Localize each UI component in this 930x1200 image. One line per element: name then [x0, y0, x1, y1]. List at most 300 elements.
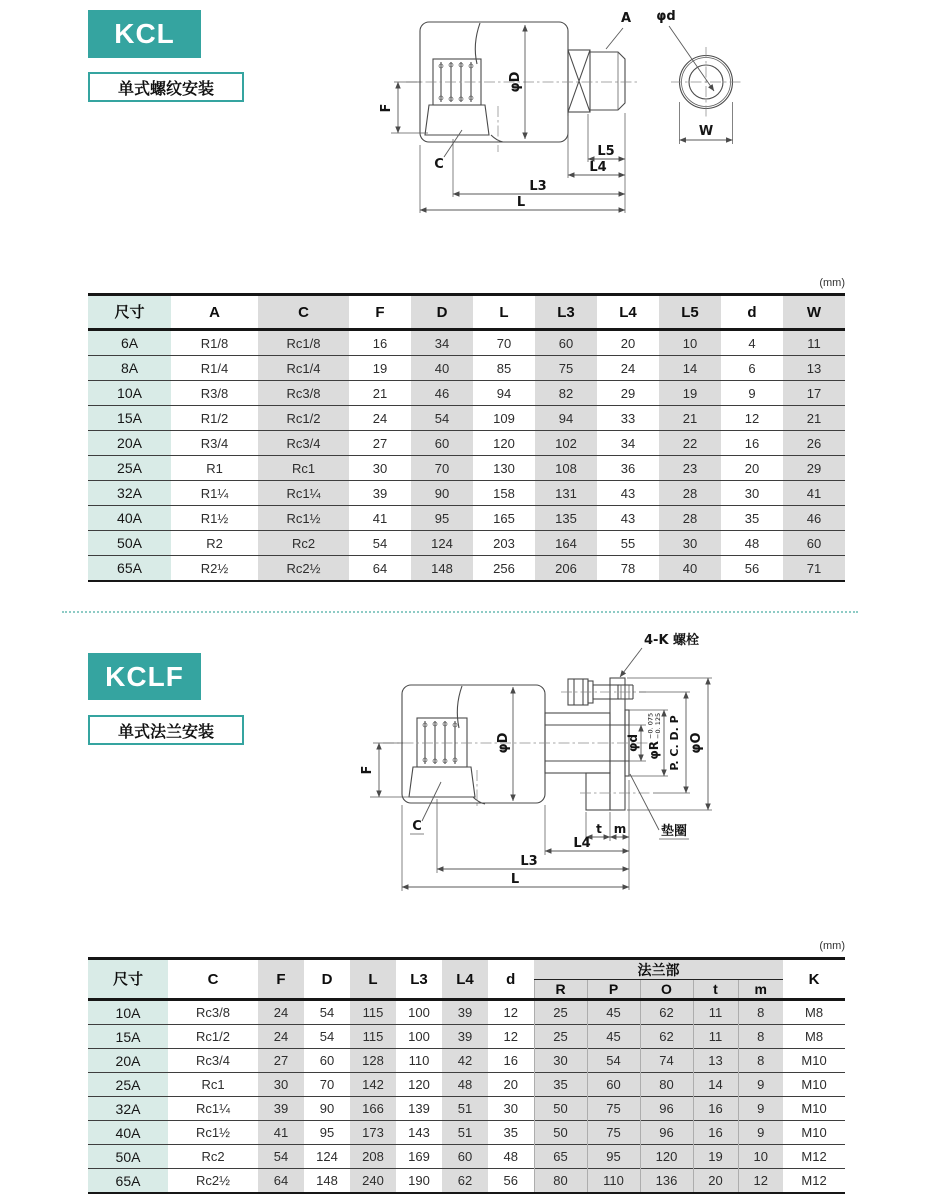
table-cell: M12	[783, 1169, 845, 1194]
column-header: 尺寸	[88, 295, 171, 330]
table-cell: 60	[783, 531, 845, 556]
table-cell: R1	[171, 456, 258, 481]
svg-text:φR: φR	[647, 741, 661, 760]
table-cell: Rc1½	[168, 1121, 258, 1145]
table-cell: Rc1¼	[168, 1097, 258, 1121]
table-cell: 203	[473, 531, 535, 556]
table-cell: Rc1¼	[258, 481, 349, 506]
table-cell: 9	[738, 1073, 783, 1097]
table-cell: 35	[721, 506, 783, 531]
table-row	[88, 1073, 845, 1097]
table-cell: R1/4	[171, 356, 258, 381]
table-cell: M10	[783, 1097, 845, 1121]
table-cell: M10	[783, 1073, 845, 1097]
table-cell: 51	[442, 1121, 488, 1145]
table-cell: R1/2	[171, 406, 258, 431]
kclf-unit-label: (mm)	[819, 940, 845, 952]
table-cell: R1½	[171, 506, 258, 531]
table-row	[88, 356, 845, 381]
table-cell: 240	[350, 1169, 396, 1194]
dim-label-C: C	[434, 157, 444, 172]
table-cell: Rc1½	[258, 506, 349, 531]
column-header: L4	[597, 295, 659, 330]
dim-label-phi-d: φd	[656, 9, 676, 24]
table-cell: Rc1/8	[258, 330, 349, 356]
dim-label-L5: L5	[597, 144, 615, 159]
table-cell: 34	[597, 431, 659, 456]
table-cell: 10A	[88, 381, 171, 406]
table-cell: 50A	[88, 531, 171, 556]
table-cell: 62	[640, 1000, 693, 1025]
table-cell: 22	[659, 431, 721, 456]
svg-text:−0. 075: −0. 075	[646, 712, 655, 739]
table-cell: 95	[587, 1145, 640, 1169]
dim-label-L3: L3	[529, 179, 547, 194]
column-header: P	[587, 980, 640, 1000]
table-cell: 35	[488, 1121, 534, 1145]
table-cell: 36	[597, 456, 659, 481]
table-cell: 12	[738, 1169, 783, 1194]
dim-label-phi-D: φD	[508, 71, 523, 93]
table-cell: 143	[396, 1121, 442, 1145]
table-cell: 54	[258, 1145, 304, 1169]
table-row	[88, 506, 845, 531]
table-row	[88, 1025, 845, 1049]
table-cell: 34	[411, 330, 473, 356]
table-cell: 39	[442, 1000, 488, 1025]
table-cell: 32A	[88, 481, 171, 506]
table-cell: 70	[411, 456, 473, 481]
column-header: L3	[396, 959, 442, 1000]
table-cell: 80	[534, 1169, 587, 1194]
table-cell: 60	[535, 330, 597, 356]
column-header: R	[534, 980, 587, 1000]
table-row	[88, 1121, 845, 1145]
table-cell: 60	[587, 1073, 640, 1097]
table-cell: 75	[535, 356, 597, 381]
table-cell: 108	[535, 456, 597, 481]
table-cell: 50	[534, 1097, 587, 1121]
table-cell: 39	[442, 1025, 488, 1049]
table-cell: 90	[411, 481, 473, 506]
table-cell: 78	[597, 556, 659, 582]
table-cell: 30	[721, 481, 783, 506]
table-cell: 60	[411, 431, 473, 456]
table-cell: 25A	[88, 456, 171, 481]
table-cell: 120	[640, 1145, 693, 1169]
kclf-subtitle: 单式法兰安装	[88, 715, 244, 745]
table-cell: 50A	[88, 1145, 168, 1169]
table-cell: 131	[535, 481, 597, 506]
table-row	[88, 431, 845, 456]
table-row	[88, 381, 845, 406]
table-cell: 75	[587, 1097, 640, 1121]
table-row	[88, 1145, 845, 1169]
table-cell: 21	[659, 406, 721, 431]
table-cell: R1¼	[171, 481, 258, 506]
column-header: W	[783, 295, 845, 330]
table-cell: 12	[488, 1000, 534, 1025]
dim-label-phi-D: φD	[496, 732, 511, 754]
table-cell: 40A	[88, 1121, 168, 1145]
table-cell: 48	[721, 531, 783, 556]
table-cell: 110	[587, 1169, 640, 1194]
dim-label-pcdp: P. C. D. P	[668, 715, 681, 771]
table-cell: 46	[783, 506, 845, 531]
table-cell: 8A	[88, 356, 171, 381]
table-cell: 19	[693, 1145, 738, 1169]
table-cell: 128	[350, 1049, 396, 1073]
table-cell: 46	[411, 381, 473, 406]
dim-label-L: L	[510, 872, 520, 887]
table-cell: 60	[442, 1145, 488, 1169]
kcl-technical-drawing	[378, 2, 848, 240]
table-cell: 208	[350, 1145, 396, 1169]
table-cell: R3/4	[171, 431, 258, 456]
table-cell: 80	[640, 1073, 693, 1097]
table-cell: R2½	[171, 556, 258, 582]
table-cell: 16	[488, 1049, 534, 1073]
table-row	[88, 1169, 845, 1194]
table-cell: 54	[349, 531, 411, 556]
table-row	[88, 481, 845, 506]
table-cell: 23	[659, 456, 721, 481]
table-cell: 173	[350, 1121, 396, 1145]
table-cell: 17	[783, 381, 845, 406]
flange-group-header: 法兰部	[534, 959, 783, 980]
column-header: m	[738, 980, 783, 1000]
table-cell: 20A	[88, 1049, 168, 1073]
table-cell: 11	[693, 1025, 738, 1049]
column-header: 尺寸	[88, 959, 168, 1000]
table-cell: 139	[396, 1097, 442, 1121]
table-cell: 24	[597, 356, 659, 381]
table-cell: 39	[258, 1097, 304, 1121]
table-cell: 96	[640, 1121, 693, 1145]
table-cell: 64	[349, 556, 411, 582]
table-cell: 21	[783, 406, 845, 431]
table-cell: 95	[304, 1121, 350, 1145]
dim-label-L: L	[516, 195, 526, 210]
table-cell: 45	[587, 1025, 640, 1049]
table-cell: 56	[488, 1169, 534, 1194]
table-cell: 30	[659, 531, 721, 556]
column-header: L4	[442, 959, 488, 1000]
table-cell: 43	[597, 481, 659, 506]
table-cell: 165	[473, 506, 535, 531]
table-cell: 100	[396, 1025, 442, 1049]
column-header: D	[304, 959, 350, 1000]
table-cell: 148	[304, 1169, 350, 1194]
table-cell: Rc1	[168, 1073, 258, 1097]
table-cell: 8	[738, 1025, 783, 1049]
table-cell: 142	[350, 1073, 396, 1097]
dim-label-phi-O: φO	[689, 732, 704, 754]
table-cell: 100	[396, 1000, 442, 1025]
table-cell: Rc2	[168, 1145, 258, 1169]
table-cell: Rc2½	[258, 556, 349, 582]
dim-label-F: F	[360, 765, 375, 775]
table-cell: 120	[473, 431, 535, 456]
table-cell: 42	[442, 1049, 488, 1073]
table-cell: M12	[783, 1145, 845, 1169]
table-cell: 65A	[88, 556, 171, 582]
dim-label-L3: L3	[520, 854, 538, 869]
table-cell: 12	[721, 406, 783, 431]
table-cell: 102	[535, 431, 597, 456]
table-cell: 62	[640, 1025, 693, 1049]
table-cell: 20	[693, 1169, 738, 1194]
table-cell: 48	[442, 1073, 488, 1097]
table-cell: 16	[349, 330, 411, 356]
column-header: L3	[535, 295, 597, 330]
table-cell: 24	[349, 406, 411, 431]
column-header: C	[258, 295, 349, 330]
table-cell: 19	[659, 381, 721, 406]
table-cell: 120	[396, 1073, 442, 1097]
table-cell: Rc3/8	[168, 1000, 258, 1025]
dim-label-W: W	[698, 124, 714, 139]
table-cell: 8	[738, 1049, 783, 1073]
table-cell: 54	[587, 1049, 640, 1073]
table-cell: 29	[783, 456, 845, 481]
table-cell: Rc2	[258, 531, 349, 556]
table-cell: 26	[783, 431, 845, 456]
washer-callout-label: 垫圈	[661, 824, 688, 839]
table-cell: 94	[535, 406, 597, 431]
table-cell: R1/8	[171, 330, 258, 356]
table-row	[88, 1049, 845, 1073]
bolt-callout-label: 4-K 螺栓	[644, 633, 700, 648]
table-cell: 20	[488, 1073, 534, 1097]
table-cell: 96	[640, 1097, 693, 1121]
column-header: C	[168, 959, 258, 1000]
table-cell: 95	[411, 506, 473, 531]
table-cell: 124	[411, 531, 473, 556]
kcl-spec-table	[88, 293, 845, 582]
table-cell: 130	[473, 456, 535, 481]
column-header: L5	[659, 295, 721, 330]
table-cell: 35	[534, 1073, 587, 1097]
table-cell: 60	[304, 1049, 350, 1073]
svg-text:−0. 125: −0. 125	[654, 712, 662, 739]
table-cell: R3/8	[171, 381, 258, 406]
drawing-dimensions	[391, 25, 733, 213]
table-cell: 115	[350, 1000, 396, 1025]
table-cell: 20A	[88, 431, 171, 456]
table-cell: 135	[535, 506, 597, 531]
table-cell: 54	[304, 1000, 350, 1025]
table-row	[88, 456, 845, 481]
table-row	[88, 556, 845, 582]
table-cell: 25	[534, 1000, 587, 1025]
table-cell: Rc3/4	[168, 1049, 258, 1073]
kclf-spec-table	[88, 957, 845, 1194]
table-cell: Rc3/8	[258, 381, 349, 406]
table-cell: 25	[534, 1025, 587, 1049]
table-cell: 33	[597, 406, 659, 431]
table-cell: 70	[473, 330, 535, 356]
table-cell: 158	[473, 481, 535, 506]
column-header: K	[783, 959, 845, 1000]
table-cell: 41	[349, 506, 411, 531]
table-cell: 65	[534, 1145, 587, 1169]
dim-label-F: F	[379, 103, 394, 113]
column-header: F	[258, 959, 304, 1000]
table-cell: 8	[738, 1000, 783, 1025]
table-cell: 20	[597, 330, 659, 356]
table-cell: 11	[693, 1000, 738, 1025]
column-header: d	[488, 959, 534, 1000]
table-cell: 13	[783, 356, 845, 381]
column-header: L	[473, 295, 535, 330]
column-header: D	[411, 295, 473, 330]
table-row	[88, 1000, 845, 1025]
table-cell: 21	[349, 381, 411, 406]
table-cell: 190	[396, 1169, 442, 1194]
dim-label-C: C	[412, 819, 422, 834]
dim-label-m: m	[613, 822, 627, 836]
kcl-subtitle: 单式螺纹安装	[88, 72, 244, 102]
table-row	[88, 330, 845, 356]
table-cell: 10A	[88, 1000, 168, 1025]
table-cell: 124	[304, 1145, 350, 1169]
table-cell: M8	[783, 1025, 845, 1049]
table-cell: 50	[534, 1121, 587, 1145]
table-cell: M8	[783, 1000, 845, 1025]
table-cell: 6A	[88, 330, 171, 356]
table-cell: 16	[693, 1121, 738, 1145]
table-cell: 30	[349, 456, 411, 481]
kclf-section-badge: KCLF	[88, 653, 201, 700]
table-cell: 27	[349, 431, 411, 456]
table-cell: 14	[659, 356, 721, 381]
table-cell: 12	[488, 1025, 534, 1049]
table-cell: 30	[534, 1049, 587, 1073]
table-cell: 54	[411, 406, 473, 431]
table-cell: 74	[640, 1049, 693, 1073]
table-cell: 62	[442, 1169, 488, 1194]
section-divider	[62, 611, 858, 613]
table-cell: 6	[721, 356, 783, 381]
table-cell: Rc1	[258, 456, 349, 481]
table-cell: 90	[304, 1097, 350, 1121]
table-cell: 14	[693, 1073, 738, 1097]
table-cell: 164	[535, 531, 597, 556]
dim-label-t: t	[596, 822, 602, 836]
table-cell: 169	[396, 1145, 442, 1169]
dim-label-phi-d: φd	[626, 734, 640, 752]
table-cell: 48	[488, 1145, 534, 1169]
table-cell: 24	[258, 1025, 304, 1049]
table-cell: 56	[721, 556, 783, 582]
table-cell: 10	[659, 330, 721, 356]
table-cell: 25A	[88, 1073, 168, 1097]
table-cell: 32A	[88, 1097, 168, 1121]
table-cell: 39	[349, 481, 411, 506]
table-cell: 70	[304, 1073, 350, 1097]
column-header: t	[693, 980, 738, 1000]
table-cell: 148	[411, 556, 473, 582]
table-cell: Rc3/4	[258, 431, 349, 456]
table-cell: 20	[721, 456, 783, 481]
table-cell: 206	[535, 556, 597, 582]
table-row	[88, 531, 845, 556]
table-cell: 51	[442, 1097, 488, 1121]
table-cell: 9	[721, 381, 783, 406]
table-cell: 40	[411, 356, 473, 381]
table-cell: M10	[783, 1049, 845, 1073]
table-cell: 9	[738, 1121, 783, 1145]
table-cell: Rc2½	[168, 1169, 258, 1194]
kclf-technical-drawing	[358, 622, 858, 914]
table-cell: 28	[659, 506, 721, 531]
table-cell: 94	[473, 381, 535, 406]
table-cell: 54	[304, 1025, 350, 1049]
table-cell: 45	[587, 1000, 640, 1025]
column-header: L	[350, 959, 396, 1000]
dim-label-L4: L4	[573, 836, 591, 851]
dim-label-A: A	[620, 11, 632, 26]
table-cell: 41	[258, 1121, 304, 1145]
table-cell: Rc1/2	[258, 406, 349, 431]
table-cell: 9	[738, 1097, 783, 1121]
table-cell: 15A	[88, 406, 171, 431]
table-cell: 13	[693, 1049, 738, 1073]
dim-label-phi-R-group	[647, 713, 663, 760]
table-cell: 166	[350, 1097, 396, 1121]
table-cell: 82	[535, 381, 597, 406]
column-header: O	[640, 980, 693, 1000]
table-cell: 43	[597, 506, 659, 531]
table-cell: 85	[473, 356, 535, 381]
table-cell: 29	[597, 381, 659, 406]
header-row	[88, 295, 845, 330]
table-cell: 16	[693, 1097, 738, 1121]
table-cell: 65A	[88, 1169, 168, 1194]
dim-label-L4: L4	[589, 160, 607, 175]
table-cell: Rc1/2	[168, 1025, 258, 1049]
table-cell: R2	[171, 531, 258, 556]
table-cell: 110	[396, 1049, 442, 1073]
table-cell: 16	[721, 431, 783, 456]
table-row	[88, 1097, 845, 1121]
table-row	[88, 406, 845, 431]
kcl-section-badge: KCL	[88, 10, 201, 58]
kcl-unit-label: (mm)	[819, 277, 845, 289]
table-cell: 41	[783, 481, 845, 506]
table-cell: 28	[659, 481, 721, 506]
table-cell: 24	[258, 1000, 304, 1025]
table-cell: 40	[659, 556, 721, 582]
header-row	[88, 959, 845, 980]
column-header: A	[171, 295, 258, 330]
table-cell: 115	[350, 1025, 396, 1049]
table-cell: 71	[783, 556, 845, 582]
table-cell: 55	[597, 531, 659, 556]
table-cell: 256	[473, 556, 535, 582]
table-cell: 15A	[88, 1025, 168, 1049]
table-cell: 27	[258, 1049, 304, 1073]
table-cell: 30	[488, 1097, 534, 1121]
table-cell: 4	[721, 330, 783, 356]
table-cell: M10	[783, 1121, 845, 1145]
table-cell: 10	[738, 1145, 783, 1169]
table-cell: 64	[258, 1169, 304, 1194]
column-header: F	[349, 295, 411, 330]
column-header: d	[721, 295, 783, 330]
table-cell: 40A	[88, 506, 171, 531]
